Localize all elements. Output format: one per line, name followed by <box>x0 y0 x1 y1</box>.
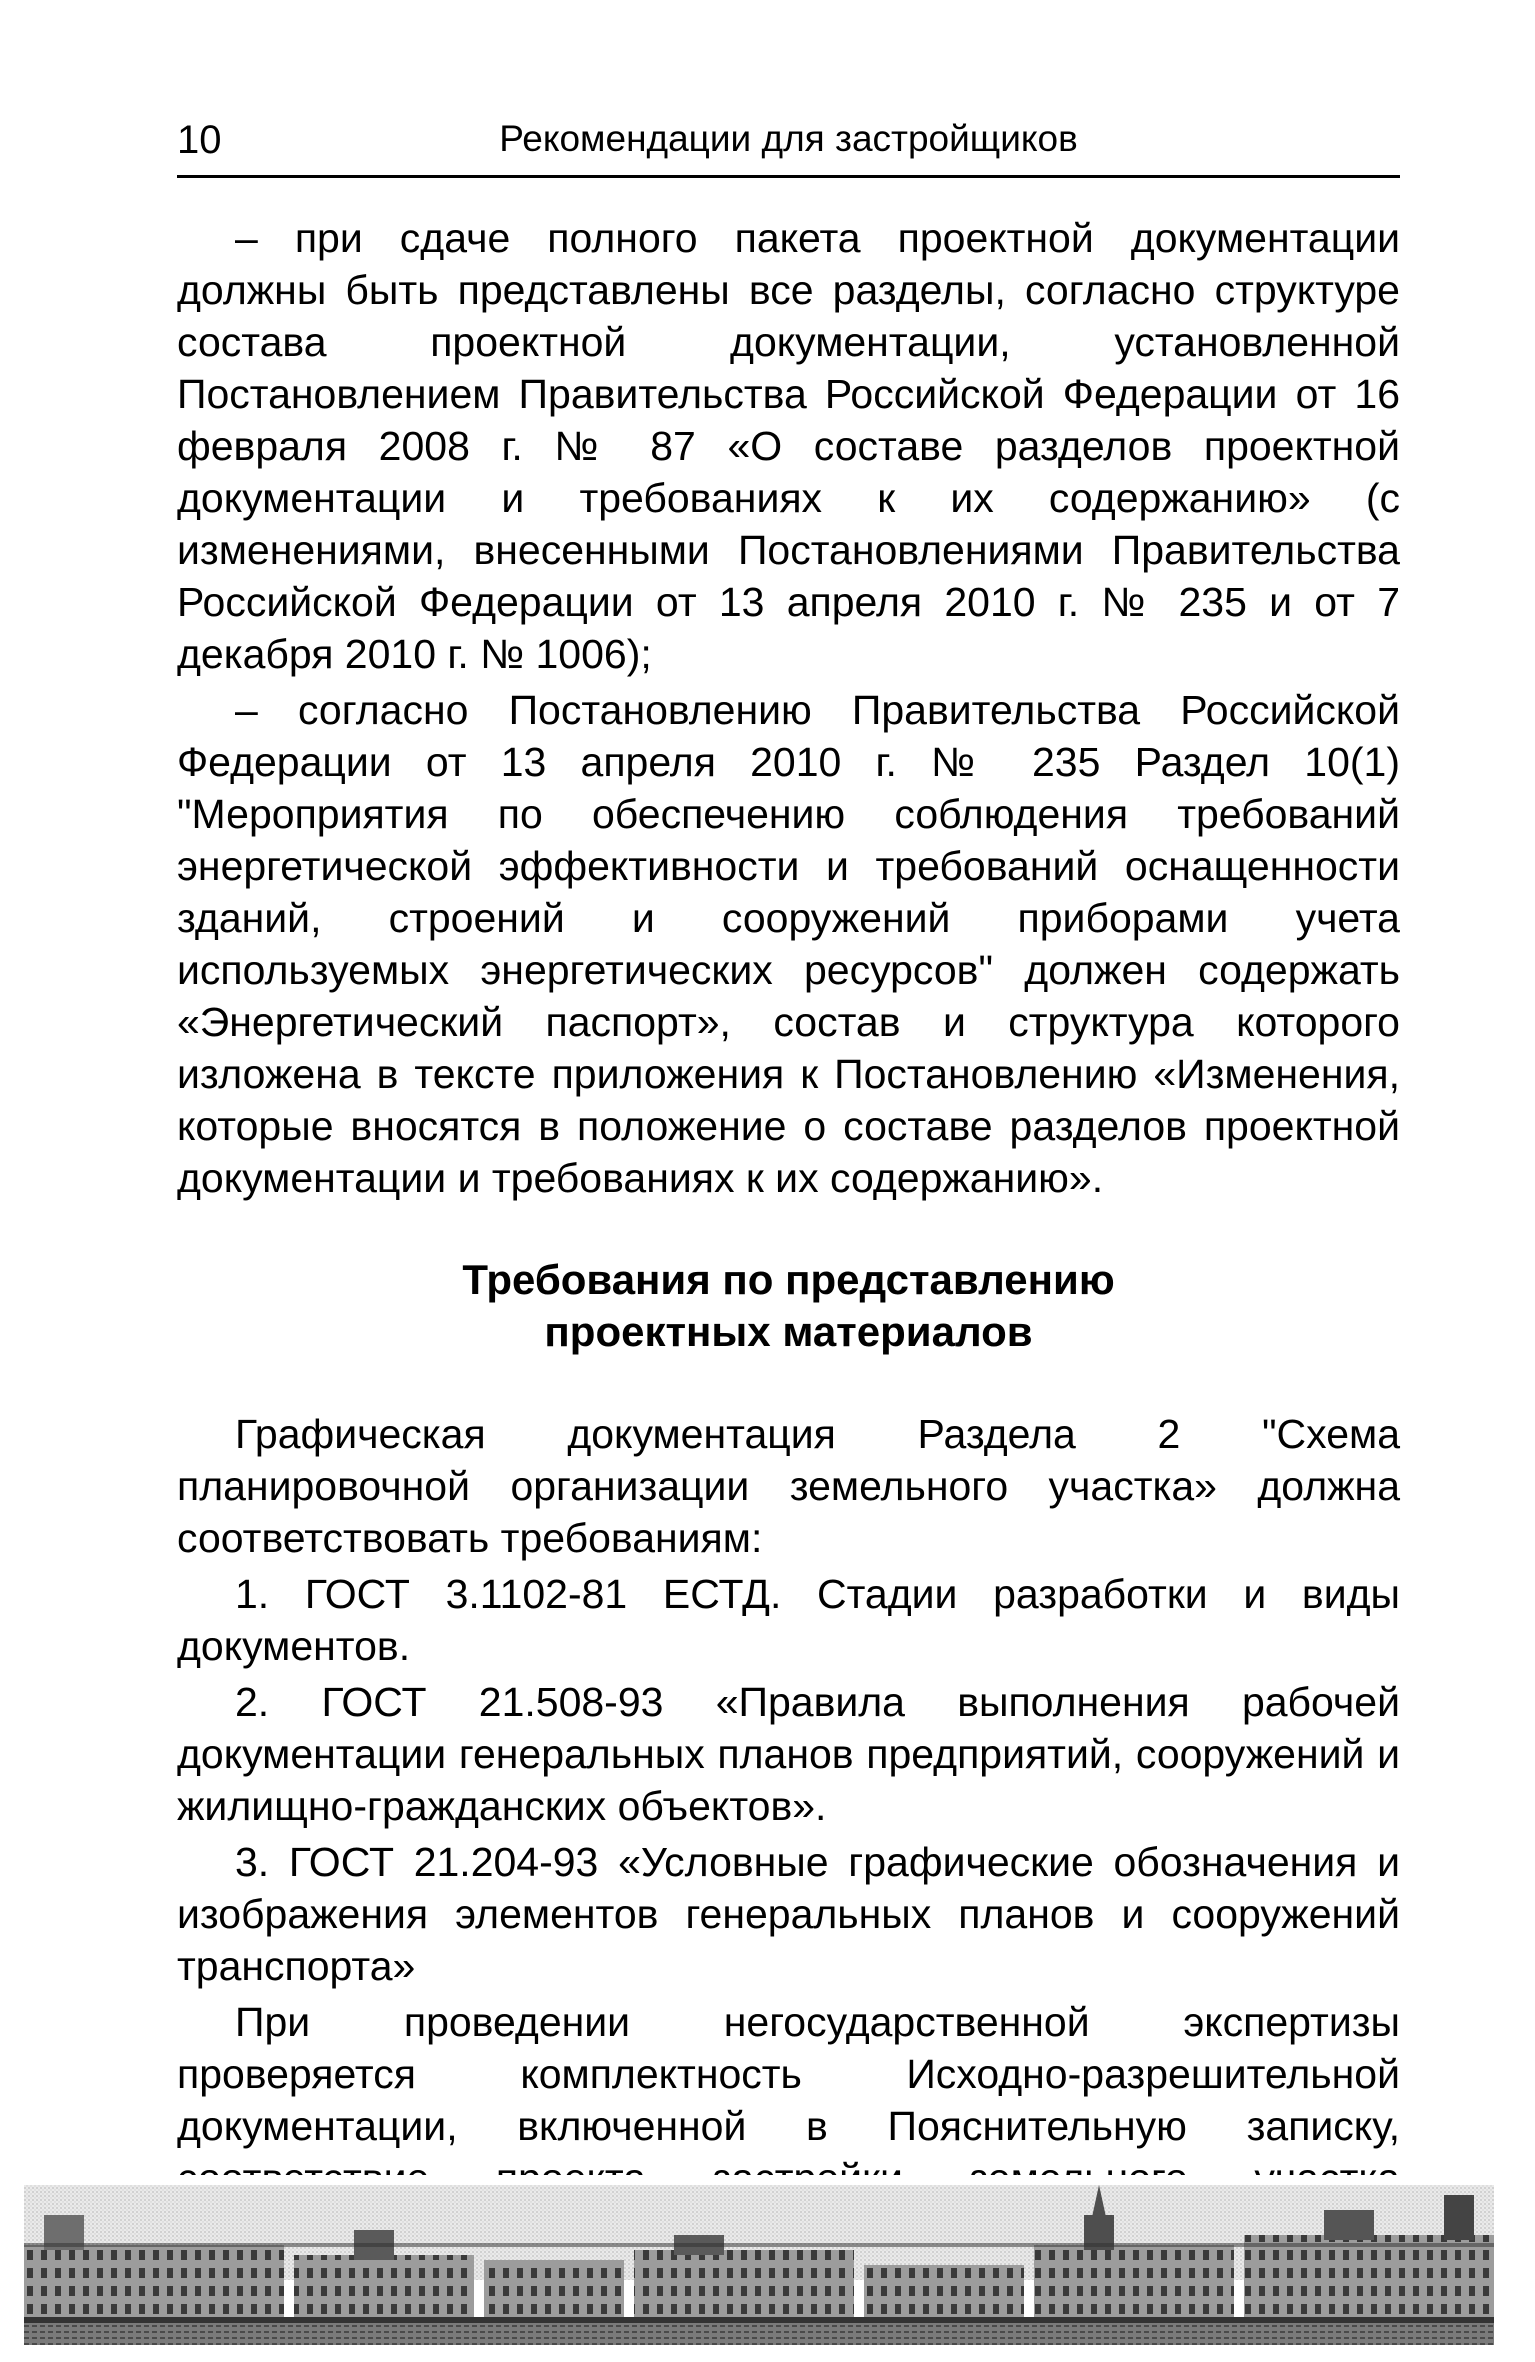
page-number: 10 <box>177 118 222 162</box>
page-header <box>177 118 1400 168</box>
city-panorama-image <box>24 2175 1494 2345</box>
section-heading <box>177 1254 1400 1358</box>
running-title: Рекомендации для застройщиков <box>499 118 1078 159</box>
paragraph: При проведении негосударственной экспертизы проверяется комплектность Исходно-разрешительной документации, включенной в Пояснительную записку, <box>177 1999 1400 2149</box>
paragraph: – согласно Постановлению Правительства Российской Федерации от 13 апреля 2010 г. № 235 Раздел 10(1) "Мероприятия по обеспечению соблюдения требований энергетической эффективности и требований оснащенности зданий, строений и сооружений приборами учета используемых энергетических ресурсов" должен содержать «Энергетический паспорт», состав и структура которого изложена в тексте приложения к Постановлению «Изменения, которые вносятся в положение о составе разделов проектной документации и требованиях к их содержанию». <box>177 687 1400 1201</box>
list-item: 3. ГОСТ 21.204-93 «Условные графические обозначения и изображения элементов генеральных планов и сооружений транспорта» <box>177 1839 1400 1989</box>
footer-panorama-illustration <box>24 2175 1494 2345</box>
section-heading-line: Требования по представлению <box>462 1256 1115 1303</box>
list-item: 2. ГОСТ 21.508-93 «Правила выполнения рабочей документации генеральных планов предприятий, сооружений и жилищно-гражданских объектов». <box>177 1679 1400 1829</box>
paragraph: – при сдаче полного пакета проектной документации должны быть представлены все разделы, согласно структуре состава проектной документации, установленной Постановлением Правительства Российской Федерации от 16 февраля 2008 г. № 87 «О составе разделов проектной документации и требованиях к их содержанию» (с изменениями, внесенными Постановлениями Правительства Российской Федерации от 13 апреля 2010 г. № 235 и от 7 декабря 2010 г. № 1006); <box>177 215 1400 677</box>
paragraph: Графическая документация Раздела 2 "Схема планировочной организации земельного участка» должна соответствовать требованиям: <box>177 1411 1400 1561</box>
list-item: 1. ГОСТ 3.1102-81 ЕСТД. Стадии разработки и виды документов. <box>177 1571 1400 1669</box>
page-body <box>177 212 1400 2256</box>
section-heading-line: проектных материалов <box>544 1308 1033 1355</box>
header-rule <box>177 175 1400 178</box>
